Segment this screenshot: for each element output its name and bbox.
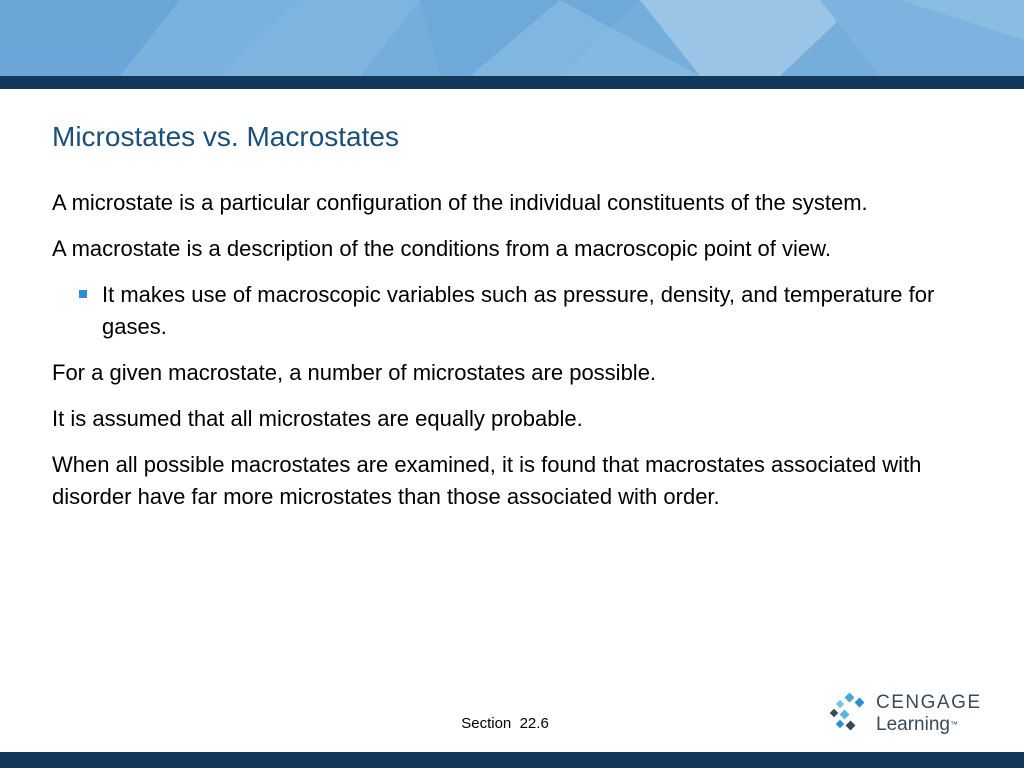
- slide-title: Microstates vs. Macrostates: [52, 121, 399, 152]
- logo-trademark: ™: [949, 720, 958, 729]
- bullet-text: It makes use of macroscopic variables such as pressure, density, and temperature for gases.: [102, 282, 935, 339]
- paragraph-equally-probable: It is assumed that all microstates are equally probable.: [52, 406, 583, 431]
- paragraph-disorder: When all possible macrostates are examined, it is found that macrostates associated with disorder have far more microstates than those associated with order.: [52, 452, 922, 509]
- paragraph-microstate: A microstate is a particular configuration of the individual constituents of the system.: [52, 190, 868, 215]
- cengage-logo: [830, 688, 990, 740]
- bottom-bar: [0, 752, 1024, 768]
- top-rule: [0, 76, 1024, 89]
- logo-subtitle: [876, 714, 958, 736]
- logo-subtitle-text: Learning: [876, 714, 950, 735]
- square-bullet-icon: [79, 290, 87, 298]
- slide-content: [52, 187, 972, 527]
- cengage-logo-icon: [830, 692, 870, 732]
- section-label: Section 22.6: [461, 715, 549, 732]
- paragraph-given-macrostate: For a given macrostate, a number of microstates are possible.: [52, 360, 657, 385]
- top-banner: [0, 0, 1024, 76]
- logo-name: CENGAGE: [876, 692, 982, 713]
- bullet-item: [52, 279, 972, 343]
- paragraph-macrostate: A macrostate is a description of the conditions from a macroscopic point of view.: [52, 236, 831, 261]
